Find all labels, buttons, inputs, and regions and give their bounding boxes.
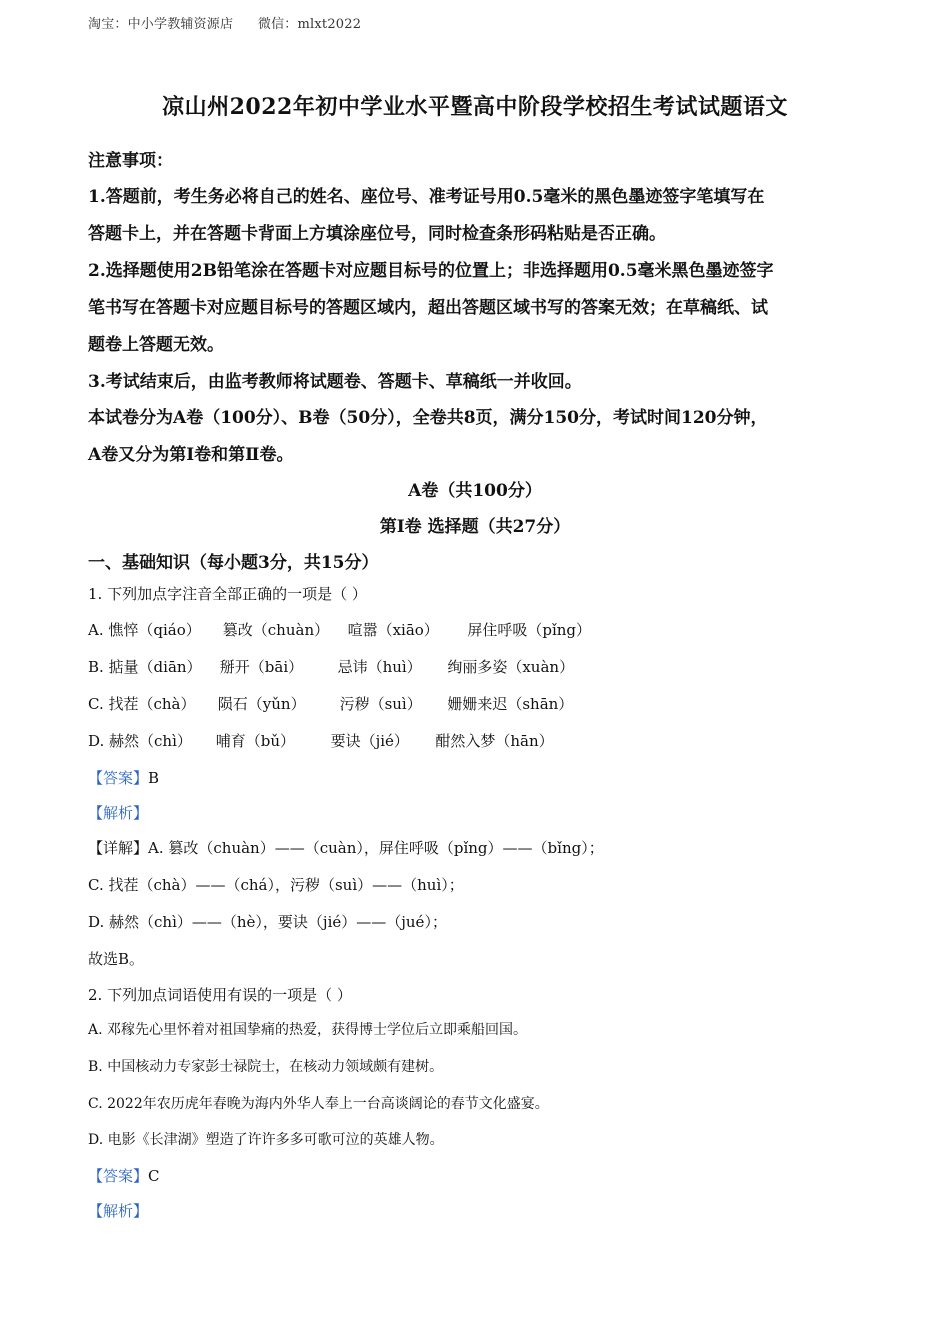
q1-answer <box>88 767 868 788</box>
notice-item1-line1: 1.答题前，考生务必将自己的姓名、座位号、准考证号用0.5毫米的黑色墨迹签字笔填写在 <box>88 187 765 207</box>
answer-tag: 【答案】 <box>88 1167 149 1185</box>
detail-tag: 【详解】 <box>88 839 149 857</box>
exam-info-line2: A卷又分为第Ⅰ卷和第Ⅱ卷。 <box>88 445 294 465</box>
part-one-heading: 第Ⅰ卷 选择题（共27分） <box>379 517 571 537</box>
q1-detail-c: C. 找茬（chà）——（chá），污秽（suì）——（huì）； <box>88 876 464 894</box>
q1-option-a <box>88 619 591 640</box>
header-shop: 淘宝：中小学教辅资源店 <box>88 17 234 32</box>
notice-item2-line3: 题卷上答题无效。 <box>88 335 224 355</box>
section-basic-heading: 一、基础知识（每小题3分，共15分） <box>88 553 379 573</box>
answer-tag: 【答案】 <box>88 769 149 787</box>
q2-analysis-tag: 【解析】 <box>88 1202 149 1220</box>
q1-a-term3: 喧嚣（xiāo） <box>347 621 439 639</box>
q1-option-b <box>88 656 574 677</box>
q2-stem: 2. 下列加点词语使用有误的一项是（ ） <box>88 986 352 1004</box>
q1-d-term1: D. 赫然（chì） <box>88 732 192 750</box>
answer-value: B <box>148 769 160 787</box>
exam-info-line1: 本试卷分为A卷（100分）、B卷（50分），全卷共8页，满分150分，考试时间120分钟， <box>88 408 768 428</box>
answer-value: C <box>148 1167 160 1185</box>
q2-option-a: A. 邓稼先心里怀着对祖国挚痛的热爱，获得博士学位后立即乘船回国。 <box>88 1022 528 1038</box>
q1-b-term2: 掰开（bāi） <box>219 658 304 676</box>
q1-d-term3: 要诀（jié） <box>330 732 409 750</box>
q1-b-term1: B. 掂量（diān） <box>88 658 202 676</box>
section-a-heading: A卷（共100分） <box>408 481 542 501</box>
q1-a-term4: 屏住呼吸（pǐng） <box>467 621 592 639</box>
q1-d-term4: 酣然入梦（hān） <box>435 732 554 750</box>
q1-analysis-tag: 【解析】 <box>88 804 149 822</box>
notice-item3: 3.考试结束后，由监考教师将试题卷、答题卡、草稿纸一并收回。 <box>88 372 582 392</box>
q1-stem: 1. 下列加点字注音全部正确的一项是（ ） <box>88 585 367 603</box>
q1-c-term1: C. 找茬（chà） <box>88 695 196 713</box>
q1-a-term1: A. 憔悴（qiáo） <box>88 621 201 639</box>
q1-b-term4: 绚丽多姿（xuàn） <box>447 658 575 676</box>
q1-d-term2: 哺育（bǔ） <box>215 732 296 750</box>
q1-conclusion: 故选B。 <box>88 950 145 968</box>
page-header <box>88 13 361 32</box>
q2-option-d: D. 电影《长津湖》塑造了许许多多可歌可泣的英雄人物。 <box>88 1132 444 1148</box>
q1-option-d <box>88 730 554 751</box>
notice-item2-line1: 2.选择题使用2B铅笔涂在答题卡对应题目标号的位置上；非选择题用0.5毫米黑色墨迹签字 <box>88 261 774 281</box>
document-title: 凉山州2022年初中学业水平暨高中阶段学校招生考试试题语文 <box>162 94 788 120</box>
q2-answer <box>88 1165 868 1186</box>
detail-a-text: A. 篡改（chuàn）——（cuàn），屏住呼吸（pǐng）——（bǐng）； <box>148 839 604 857</box>
q1-detail-d: D. 赫然（chì）——（hè），要诀（jié）——（jué）； <box>88 913 447 931</box>
q1-c-term2: 陨石（yǔn） <box>217 695 306 713</box>
notice-heading: 注意事项： <box>88 151 173 171</box>
header-wechat: 微信：mlxt2022 <box>257 17 362 32</box>
q1-c-term4: 姗姗来迟（shān） <box>447 695 574 713</box>
q1-detail-a <box>88 837 868 858</box>
notice-item2-line2: 笔书写在答题卡对应题目标号的答题区域内，超出答题区域书写的答案无效；在草稿纸、试 <box>88 298 768 318</box>
q1-c-term3: 污秽（suì） <box>339 695 422 713</box>
q1-a-term2: 篡改（chuàn） <box>222 621 330 639</box>
q2-option-b: B. 中国核动力专家彭士禄院士，在核动力领域颇有建树。 <box>88 1059 444 1075</box>
q1-option-c <box>88 693 573 714</box>
q1-b-term3: 忌讳（huì） <box>337 658 422 676</box>
q2-option-c: C. 2022年农历虎年春晚为海内外华人奉上一台高谈阔论的春节文化盛宴。 <box>88 1096 549 1112</box>
notice-item1-line2: 答题卡上，并在答题卡背面上方填涂座位号，同时检查条形码粘贴是否正确。 <box>88 224 666 244</box>
